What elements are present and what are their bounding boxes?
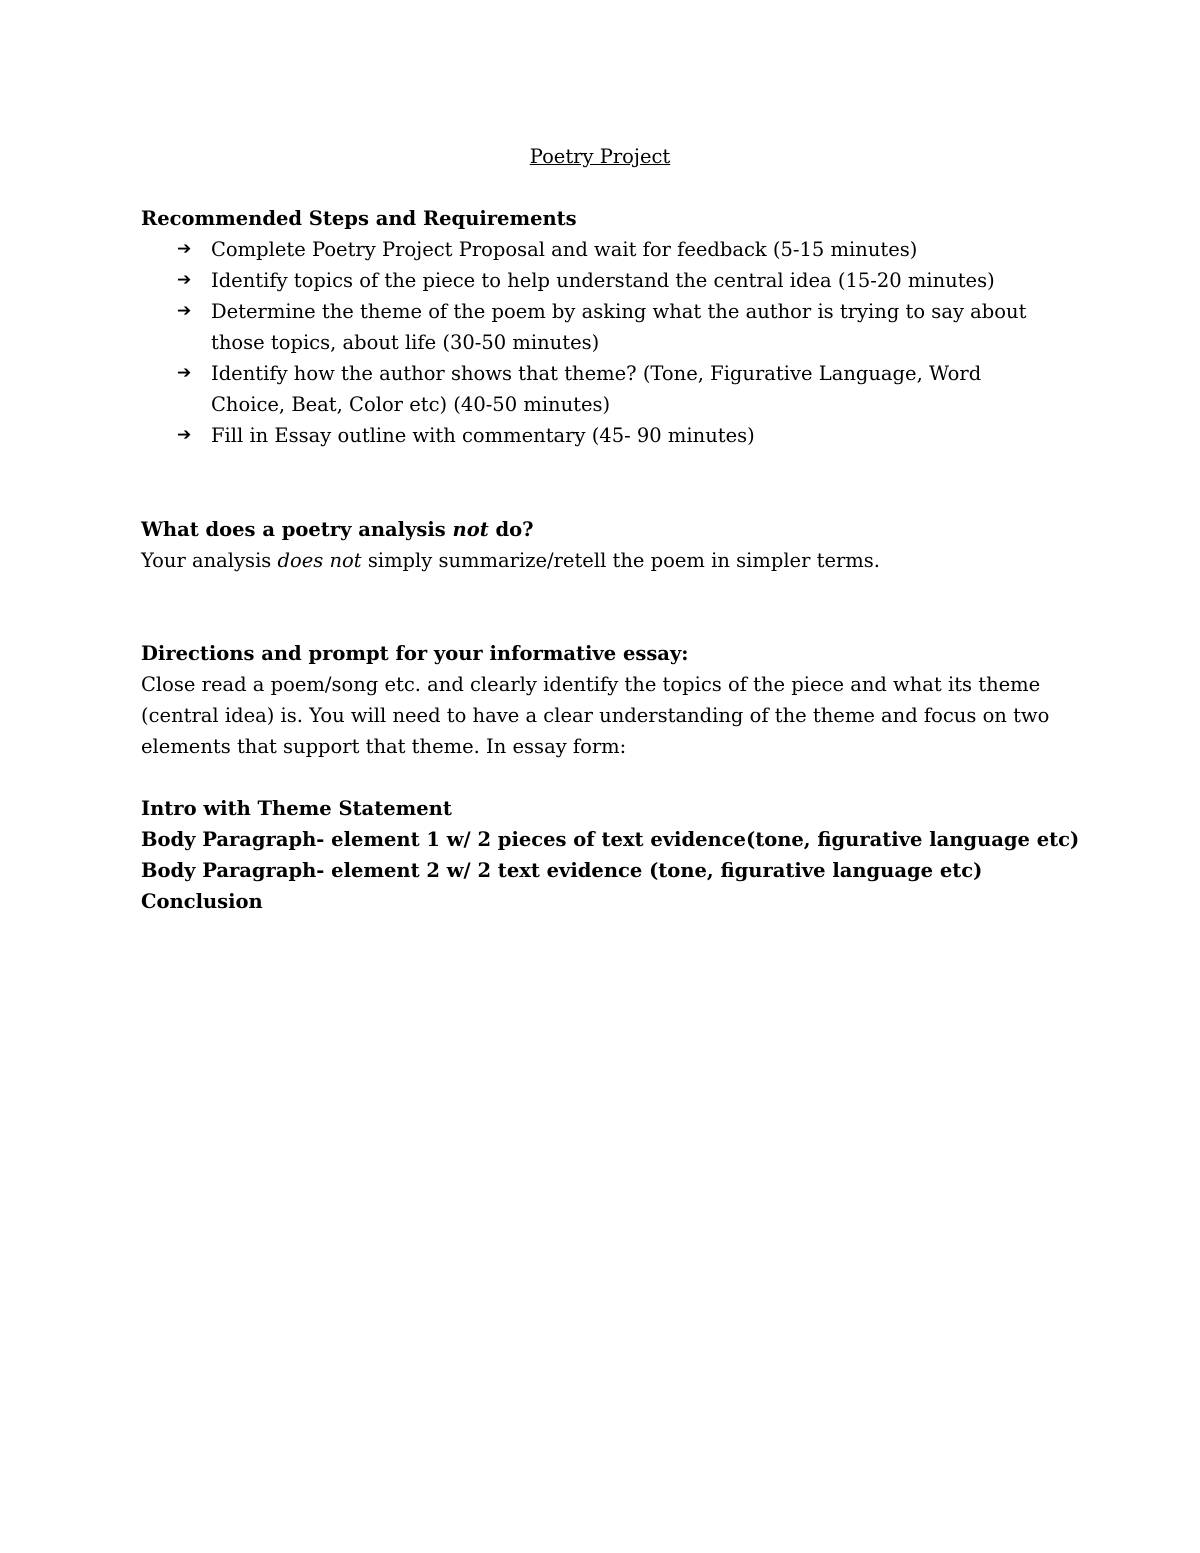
outline-body-2: Body Paragraph- element 2 w/ 2 text evidence (tone, figurative language etc) xyxy=(141,859,983,882)
not-heading xyxy=(141,514,1061,545)
directions-section xyxy=(141,638,1061,762)
step-text: Fill in Essay outline with commentary (45- 90 minutes) xyxy=(211,424,755,447)
not-text-em: does not xyxy=(277,549,362,572)
steps-heading: Recommended Steps and Requirements xyxy=(141,207,577,230)
arrow-icon: ➔ xyxy=(177,425,192,445)
document-title: Poetry Project xyxy=(529,145,671,168)
arrow-icon: ➔ xyxy=(177,270,192,290)
arrow-icon: ➔ xyxy=(177,363,192,383)
step-text: Identify how the author shows that theme? (Tone, Figurative Language, Word Choice, Beat, Color etc) (40-50 minutes) xyxy=(211,362,982,416)
not-heading-pre: What does a poetry analysis xyxy=(141,518,453,541)
step-text: Identify topics of the piece to help understand the central idea (15-20 minutes) xyxy=(211,269,995,292)
outline-conclusion: Conclusion xyxy=(141,890,263,913)
not-text-pre: Your analysis xyxy=(141,549,278,572)
step-text: Complete Poetry Project Proposal and wait for feedback (5-15 minutes) xyxy=(211,238,918,261)
steps-list xyxy=(141,234,1061,451)
step-item xyxy=(141,420,1061,451)
arrow-icon: ➔ xyxy=(177,239,192,259)
directions-heading: Directions and prompt for your informative essay: xyxy=(141,642,689,665)
arrow-icon: ➔ xyxy=(177,301,192,321)
not-section xyxy=(141,514,1061,576)
step-item xyxy=(141,358,1061,420)
outline-body-1: Body Paragraph- element 1 w/ 2 pieces of text evidence(tone, figurative language etc) xyxy=(141,828,1080,851)
directions-text: Close read a poem/song etc. and clearly identify the topics of the piece and what its theme (central idea) is. You will need to have a clear understanding of the theme and focus on two elements that support that theme. In essay form: xyxy=(141,673,1050,758)
steps-section xyxy=(141,203,1061,451)
not-heading-post: do? xyxy=(488,518,534,541)
essay-outline xyxy=(141,793,1080,917)
step-item xyxy=(141,265,1061,296)
not-text-post: simply summarize/retell the poem in simpler terms. xyxy=(361,549,881,572)
step-item xyxy=(141,234,1061,265)
step-item xyxy=(141,296,1061,358)
step-text: Determine the theme of the poem by asking what the author is trying to say about those topics, about life (30-50 minutes) xyxy=(211,300,1027,354)
not-heading-em: not xyxy=(452,518,489,541)
not-text xyxy=(141,545,1061,576)
outline-intro: Intro with Theme Statement xyxy=(141,797,452,820)
